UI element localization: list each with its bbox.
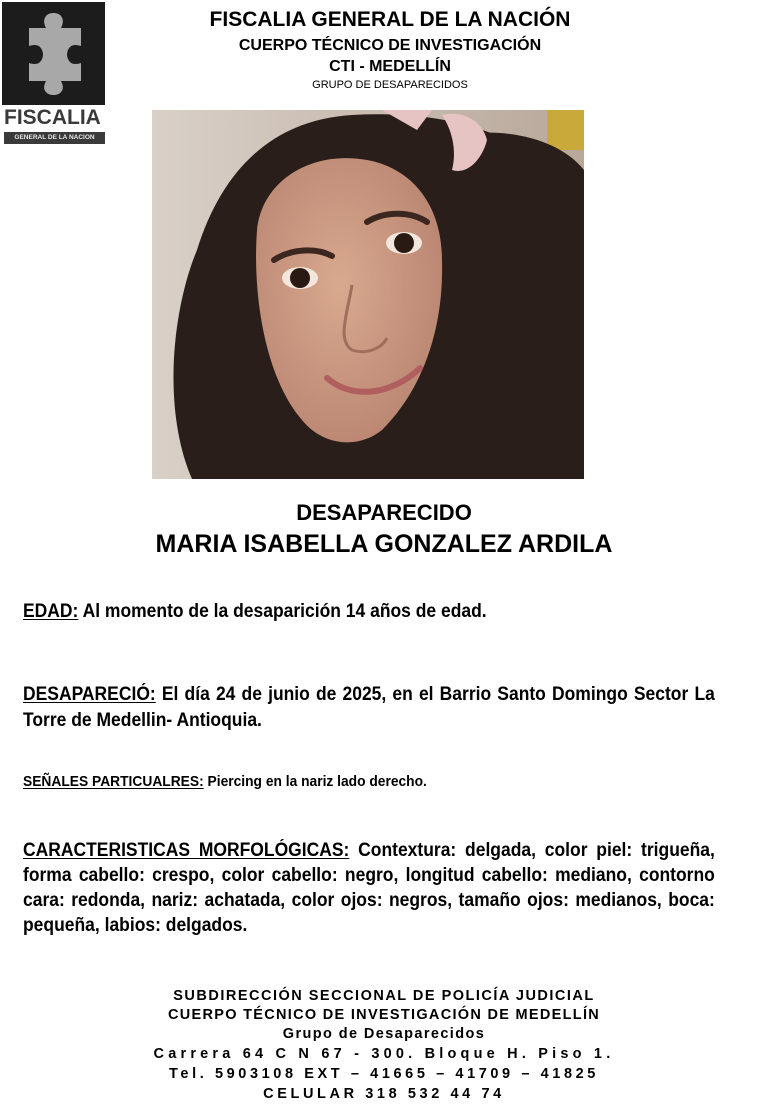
footer-mobile: CELULAR 318 532 44 74 [263,1086,505,1102]
footer-department: CUERPO TÉCNICO DE INVESTIGACIÓN DE MEDELLÍN [167,1007,601,1023]
header-institution: FISCALIA GENERAL DE LA NACIÓN [209,8,571,31]
footer-phone: Tel. 5903108 EXT – 41665 – 41709 – 41825 [169,1066,599,1082]
footer-group: Grupo de Desaparecidos [282,1026,486,1042]
header-department: CUERPO TÉCNICO DE INVESTIGACIÓN [238,37,542,54]
disappearance-label: DESAPARECIÓ: [23,684,156,705]
distinguishing-marks-detail [23,772,715,792]
portrait-illustration [152,110,584,479]
footer-address: Carrera 64 C N 67 - 300. Bloque H. Piso 1. [153,1046,615,1062]
age-label: EDAD: [23,601,79,622]
header-office: CTI - MEDELLÍN [329,58,451,75]
puzzle-piece-icon [2,2,105,105]
distinguishing-marks-value: Piercing en la nariz lado derecho. [203,773,427,790]
missing-person-name: MARIA ISABELLA GONZALEZ ARDILA [155,530,613,558]
disappearance-value: El día 24 de junio de 2025, en el Barrio Santo Domingo Sector La Torre de Medellin- Antioquia. [23,684,715,731]
morphological-features-label: CARACTERISTICAS MORFOLÓGICAS: [23,840,350,861]
morphological-features-detail [23,838,715,938]
fiscalia-logo [2,2,105,144]
age-detail [23,600,715,624]
logo-emblem [2,2,105,105]
logo-wordmark: FISCALIA [4,106,101,129]
distinguishing-marks-label: SEÑALES PARTICUALRES: [23,773,204,790]
footer-subdirectorate: SUBDIRECCIÓN SECCIONAL DE POLICÍA JUDICIAL [173,988,595,1004]
header-group: GRUPO DE DESAPARECIDOS [312,79,468,91]
age-value: Al momento de la desaparición 14 años de edad. [78,601,487,622]
logo-subtitle: GENERAL DE LA NACION [4,132,105,144]
missing-status-label: DESAPARECIDO [296,500,472,525]
morphological-features-value: Contextura: delgada, color piel: trigueña, forma cabello: crespo, color cabello: negro, longitud cabello: mediano, contorno cara: redonda, nariz: achatada, color ojos: negros, tamaño ojos: medianos, boca: pequeña, labios: delgados. [23,840,715,936]
disappearance-detail [23,682,715,734]
missing-person-photo [152,110,584,479]
